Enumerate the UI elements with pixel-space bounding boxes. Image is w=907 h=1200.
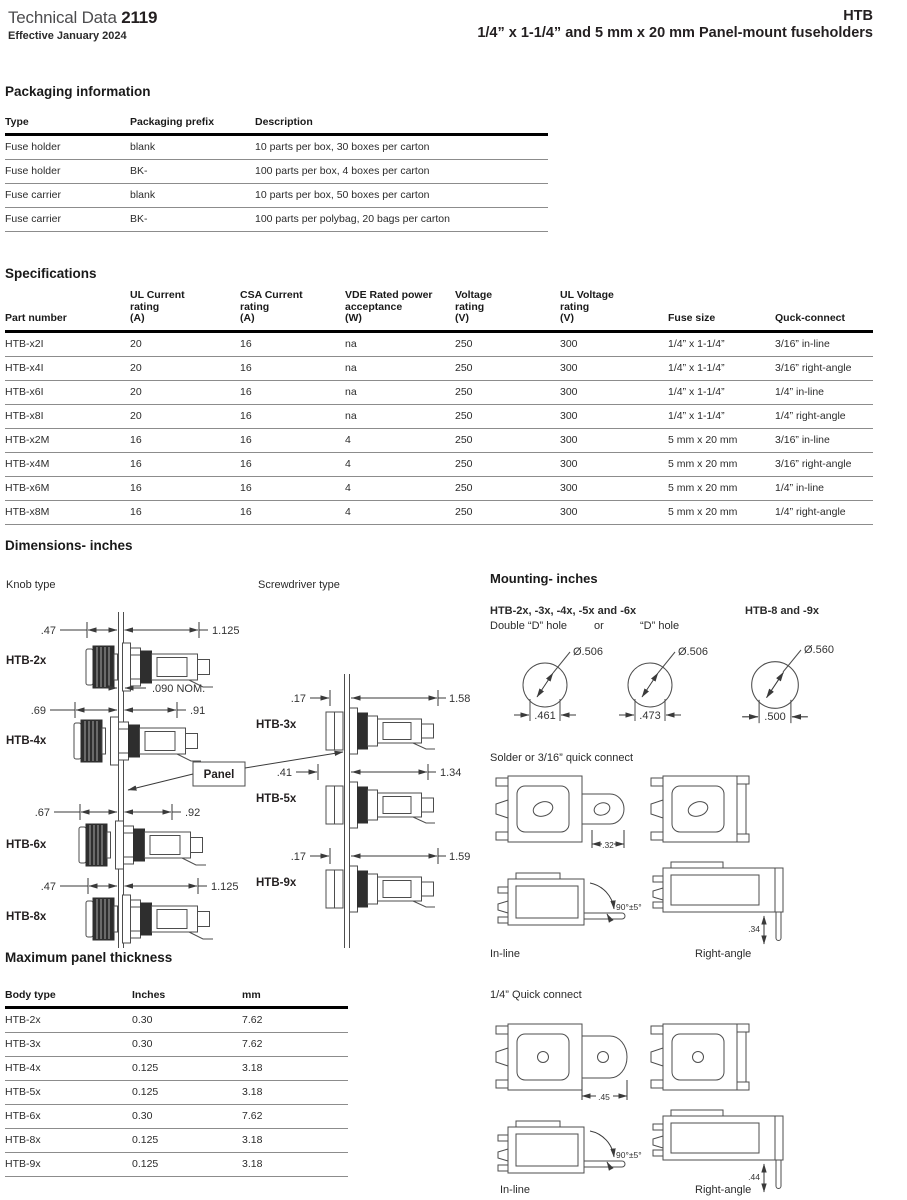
dim-label: Ø.560 bbox=[804, 644, 834, 656]
table-row bbox=[5, 476, 873, 500]
packaging-cell: 10 parts per box, 30 boxes per carton bbox=[255, 135, 548, 160]
dim-label: .090 NOM. bbox=[152, 683, 206, 695]
specifications-title: Specifications bbox=[5, 266, 97, 281]
specs-cell: 300 bbox=[560, 356, 668, 380]
header-line: (A) bbox=[130, 312, 145, 324]
specs-col-fuse-size bbox=[668, 290, 775, 331]
dim-label: .91 bbox=[190, 705, 206, 717]
max-panel-cell: 3.18 bbox=[242, 1057, 348, 1081]
doc-number: 2119 bbox=[121, 8, 158, 27]
dim-label: .92 bbox=[185, 807, 201, 819]
specs-cell: 1/4” x 1-1/4” bbox=[668, 331, 775, 356]
packaging-cell: Fuse carrier bbox=[5, 184, 130, 208]
specs-cell: 250 bbox=[455, 476, 560, 500]
specs-cell: 16 bbox=[240, 476, 345, 500]
dim-label: .500 bbox=[764, 711, 786, 723]
max-panel-cell: HTB-5x bbox=[5, 1081, 132, 1105]
packaging-section bbox=[5, 84, 548, 232]
specs-cell: 16 bbox=[240, 331, 345, 356]
max-panel-cell: 3.18 bbox=[242, 1081, 348, 1105]
specs-cell: 1/4” right-angle bbox=[775, 500, 873, 524]
packaging-cell: blank bbox=[130, 184, 255, 208]
specs-cell: 300 bbox=[560, 452, 668, 476]
inline-top-view bbox=[496, 1024, 627, 1090]
specs-cell: 3/16” right-angle bbox=[775, 356, 873, 380]
packaging-cell: BK- bbox=[130, 208, 255, 232]
dimensions-diagram bbox=[0, 556, 480, 956]
mounting-title: Mounting- inches bbox=[490, 571, 598, 586]
max-panel-cell: HTB-9x bbox=[5, 1153, 132, 1177]
header-line: CSA Current bbox=[240, 289, 303, 301]
max-panel-cell: HTB-6x bbox=[5, 1105, 132, 1129]
dim-label: .67 bbox=[34, 807, 50, 819]
packaging-col-type: Type bbox=[5, 116, 130, 135]
product-subtitle: 1/4” x 1-1/4” and 5 mm x 20 mm Panel-mount fuseholders bbox=[477, 25, 873, 41]
specs-cell: 4 bbox=[345, 500, 455, 524]
specs-cell: HTB-x2I bbox=[5, 331, 130, 356]
right-angle-top-view bbox=[651, 776, 749, 842]
specs-cell: 4 bbox=[345, 452, 455, 476]
table-row bbox=[5, 1129, 348, 1153]
max-panel-cell: 3.18 bbox=[242, 1129, 348, 1153]
specs-cell: 20 bbox=[130, 380, 240, 404]
table-row bbox=[5, 500, 873, 524]
inline-top-view bbox=[496, 776, 624, 842]
specs-cell: 20 bbox=[130, 331, 240, 356]
specs-cell: 16 bbox=[130, 452, 240, 476]
specs-cell: 16 bbox=[240, 428, 345, 452]
mounting-group-a-title: HTB-2x, -3x, -4x, -5x and -6x bbox=[490, 605, 637, 617]
header-line: rating bbox=[455, 300, 485, 313]
specs-col-vde bbox=[345, 290, 455, 331]
header-line: rating bbox=[560, 300, 590, 313]
max-panel-col-mm: mm bbox=[242, 989, 348, 1008]
specs-cell: 20 bbox=[130, 356, 240, 380]
specs-cell: 250 bbox=[455, 404, 560, 428]
doc-header-left bbox=[8, 8, 157, 42]
specs-cell: 300 bbox=[560, 476, 668, 500]
packaging-title: Packaging information bbox=[5, 84, 151, 99]
packaging-cell: 100 parts per polybag, 20 bags per carton bbox=[255, 208, 548, 232]
specs-cell: 250 bbox=[455, 380, 560, 404]
inline-side-view bbox=[498, 1121, 625, 1173]
specs-cell: 250 bbox=[455, 331, 560, 356]
header-line: Fuse size bbox=[668, 312, 716, 324]
figure-label: HTB-6x bbox=[6, 839, 47, 851]
header-line: acceptance bbox=[345, 300, 403, 313]
specs-cell: 16 bbox=[130, 428, 240, 452]
max-panel-cell: HTB-4x bbox=[5, 1057, 132, 1081]
max-panel-cell: 0.30 bbox=[132, 1105, 242, 1129]
dim-label: .32 bbox=[602, 840, 614, 850]
specs-cell: 300 bbox=[560, 428, 668, 452]
dim-label: .461 bbox=[534, 710, 556, 722]
dim-label: .44 bbox=[748, 1172, 760, 1182]
max-panel-cell: HTB-8x bbox=[5, 1129, 132, 1153]
specs-cell: 1/4” in-line bbox=[775, 380, 873, 404]
header-line: rating bbox=[240, 300, 270, 313]
specs-cell: HTB-x6M bbox=[5, 476, 130, 500]
max-panel-cell: 0.125 bbox=[132, 1081, 242, 1105]
header-line: VDE Rated power bbox=[345, 289, 433, 301]
mounting-group-b-title: HTB-8 and -9x bbox=[745, 605, 819, 617]
specs-cell: 16 bbox=[240, 380, 345, 404]
dim-label: .47 bbox=[40, 881, 56, 893]
solder-qc-title: Solder or 3/16” quick connect bbox=[490, 752, 634, 764]
specs-cell: HTB-x8M bbox=[5, 500, 130, 524]
dim-label: .473 bbox=[639, 710, 661, 722]
mounting-holes-diagram bbox=[488, 630, 907, 730]
max-panel-section bbox=[5, 950, 348, 1177]
dim-label: .45 bbox=[598, 1092, 610, 1102]
quarter-right-angle-label: Right-angle bbox=[695, 1184, 752, 1196]
specs-cell: 5 mm x 20 mm bbox=[668, 452, 775, 476]
specifications-section bbox=[5, 266, 873, 525]
table-row bbox=[5, 1105, 348, 1129]
packaging-cell: BK- bbox=[130, 160, 255, 184]
dim-label: .17 bbox=[290, 693, 306, 705]
header-line: UL Current bbox=[130, 289, 185, 301]
specs-cell: 300 bbox=[560, 404, 668, 428]
specs-cell: 250 bbox=[455, 452, 560, 476]
specs-cell: 1/4” right-angle bbox=[775, 404, 873, 428]
table-row bbox=[5, 404, 873, 428]
max-panel-table bbox=[5, 989, 348, 1177]
dim-label: 1.59 bbox=[449, 851, 471, 863]
packaging-cell: Fuse carrier bbox=[5, 208, 130, 232]
specs-cell: 250 bbox=[455, 356, 560, 380]
max-panel-cell: HTB-3x bbox=[5, 1033, 132, 1057]
specs-cell: 16 bbox=[240, 452, 345, 476]
d-hole-label: “D” hole bbox=[640, 620, 680, 632]
dim-label: 1.125 bbox=[211, 881, 239, 893]
header-line: UL Voltage bbox=[560, 289, 614, 301]
screwdriver-fuseholder-drawing bbox=[326, 866, 435, 912]
figure-label: HTB-9x bbox=[256, 877, 297, 889]
right-angle-top-view bbox=[651, 1024, 749, 1090]
dim-label: 1.58 bbox=[449, 693, 471, 705]
knob-fuseholder-drawing bbox=[79, 821, 206, 869]
solder-right-angle-label: Right-angle bbox=[695, 948, 752, 960]
max-panel-col-body: Body type bbox=[5, 989, 132, 1008]
specs-cell: 20 bbox=[130, 404, 240, 428]
specs-cell: 1/4” in-line bbox=[775, 476, 873, 500]
specs-cell: 3/16” in-line bbox=[775, 428, 873, 452]
packaging-col-prefix: Packaging prefix bbox=[130, 116, 255, 135]
packaging-cell: blank bbox=[130, 135, 255, 160]
table-row bbox=[5, 380, 873, 404]
doc-header-right bbox=[273, 8, 873, 41]
specs-col-ul-voltage bbox=[560, 290, 668, 331]
dim-label: Ø.506 bbox=[573, 646, 603, 658]
max-panel-title: Maximum panel thickness bbox=[5, 950, 173, 965]
specs-cell: 3/16” right-angle bbox=[775, 452, 873, 476]
specs-cell: 5 mm x 20 mm bbox=[668, 476, 775, 500]
specs-cell: HTB-x6I bbox=[5, 380, 130, 404]
packaging-table bbox=[5, 116, 548, 232]
specs-cell: HTB-x4M bbox=[5, 452, 130, 476]
packaging-cell: 100 parts per box, 4 boxes per carton bbox=[255, 160, 548, 184]
specs-cell: 16 bbox=[240, 404, 345, 428]
specs-cell: 16 bbox=[240, 500, 345, 524]
doc-title bbox=[8, 8, 157, 28]
header-line: Quck-connect bbox=[775, 312, 846, 324]
figure-label: HTB-4x bbox=[6, 735, 47, 747]
figure-label: HTB-3x bbox=[256, 719, 297, 731]
max-panel-col-inches: Inches bbox=[132, 989, 242, 1008]
quarter-qc-title: 1/4” Quick connect bbox=[490, 989, 582, 1001]
dim-label: 1.125 bbox=[212, 625, 240, 637]
table-row bbox=[5, 1081, 348, 1105]
specs-cell: na bbox=[345, 356, 455, 380]
table-row bbox=[5, 331, 873, 356]
solder-inline-label: In-line bbox=[490, 948, 520, 960]
max-panel-cell: 7.62 bbox=[242, 1033, 348, 1057]
knob-fuseholder-drawing bbox=[86, 895, 213, 943]
inline-side-view bbox=[498, 873, 625, 925]
max-panel-cell: 0.125 bbox=[132, 1129, 242, 1153]
dim-label: .69 bbox=[30, 705, 46, 717]
table-row bbox=[5, 160, 548, 184]
table-row bbox=[5, 135, 548, 160]
specs-cell: 1/4” x 1-1/4” bbox=[668, 380, 775, 404]
table-row bbox=[5, 428, 873, 452]
specs-cell: 5 mm x 20 mm bbox=[668, 500, 775, 524]
panel-callout-label: Panel bbox=[203, 769, 235, 781]
knob-fuseholder-drawing bbox=[74, 717, 201, 765]
packaging-header-row bbox=[5, 116, 548, 135]
max-panel-header-row bbox=[5, 989, 348, 1008]
screwdriver-type-label: Screwdriver type bbox=[258, 579, 340, 591]
angle-label: 90°±5° bbox=[616, 902, 642, 912]
max-panel-cell: 0.125 bbox=[132, 1153, 242, 1177]
specs-cell: 16 bbox=[130, 476, 240, 500]
dimensions-title: Dimensions- inches bbox=[5, 538, 133, 553]
screwdriver-fuseholder-drawing bbox=[326, 708, 435, 754]
table-row bbox=[5, 184, 548, 208]
effective-date: Effective January 2024 bbox=[8, 30, 127, 42]
header-line: (A) bbox=[240, 312, 255, 324]
dim-label: .34 bbox=[748, 924, 760, 934]
table-row bbox=[5, 1057, 348, 1081]
specs-cell: 1/4” x 1-1/4” bbox=[668, 404, 775, 428]
specs-cell: 5 mm x 20 mm bbox=[668, 428, 775, 452]
solder-qc-diagram bbox=[485, 770, 907, 950]
specs-cell: 3/16” in-line bbox=[775, 331, 873, 356]
header-line: (V) bbox=[560, 312, 574, 324]
quarter-qc-diagram bbox=[485, 1010, 907, 1200]
table-row bbox=[5, 1153, 348, 1177]
product-code: HTB bbox=[843, 8, 873, 24]
dim-label: .47 bbox=[40, 625, 56, 637]
specs-cell: 1/4” x 1-1/4” bbox=[668, 356, 775, 380]
table-row bbox=[5, 356, 873, 380]
specs-cell: HTB-x2M bbox=[5, 428, 130, 452]
max-panel-cell: 0.125 bbox=[132, 1057, 242, 1081]
screwdriver-fuseholder-drawing bbox=[326, 782, 435, 828]
dim-label: Ø.506 bbox=[678, 646, 708, 658]
specs-cell: na bbox=[345, 331, 455, 356]
specs-col-quick-connect bbox=[775, 290, 873, 331]
header-line: (W) bbox=[345, 312, 362, 324]
specs-cell: 4 bbox=[345, 428, 455, 452]
quarter-inline-label: In-line bbox=[500, 1184, 530, 1196]
specs-cell: 250 bbox=[455, 428, 560, 452]
figure-label: HTB-8x bbox=[6, 911, 47, 923]
specs-cell: HTB-x4I bbox=[5, 356, 130, 380]
packaging-col-description: Description bbox=[255, 116, 548, 135]
max-panel-cell: 7.62 bbox=[242, 1105, 348, 1129]
dim-label: .17 bbox=[290, 851, 306, 863]
max-panel-cell: 7.62 bbox=[242, 1008, 348, 1033]
table-row bbox=[5, 208, 548, 232]
specs-col-part bbox=[5, 290, 130, 331]
header-line: Voltage bbox=[455, 289, 493, 301]
specs-cell: 300 bbox=[560, 331, 668, 356]
specs-cell: na bbox=[345, 404, 455, 428]
specs-cell: 300 bbox=[560, 500, 668, 524]
specs-col-ul-current bbox=[130, 290, 240, 331]
table-row bbox=[5, 1008, 348, 1033]
knob-type-label: Knob type bbox=[6, 579, 56, 591]
angle-label: 90°±5° bbox=[616, 1150, 642, 1160]
header-line: rating bbox=[130, 300, 160, 313]
specs-cell: 16 bbox=[240, 356, 345, 380]
doc-type-text: Technical Data bbox=[8, 8, 122, 27]
header-line: Part number bbox=[5, 312, 67, 324]
specifications-table bbox=[5, 290, 873, 525]
packaging-cell: Fuse holder bbox=[5, 135, 130, 160]
max-panel-cell: 0.30 bbox=[132, 1033, 242, 1057]
packaging-cell: 10 parts per box, 50 boxes per carton bbox=[255, 184, 548, 208]
max-panel-cell: HTB-2x bbox=[5, 1008, 132, 1033]
double-d-hole-label: Double “D” hole bbox=[490, 620, 568, 632]
table-row bbox=[5, 1033, 348, 1057]
figure-label: HTB-2x bbox=[6, 655, 47, 667]
figure-label: HTB-5x bbox=[256, 793, 297, 805]
packaging-cell: Fuse holder bbox=[5, 160, 130, 184]
specs-col-voltage bbox=[455, 290, 560, 331]
specs-cell: 250 bbox=[455, 500, 560, 524]
specs-cell: HTB-x8I bbox=[5, 404, 130, 428]
dim-label: .41 bbox=[276, 767, 292, 779]
specs-header-row bbox=[5, 290, 873, 331]
specs-cell: 300 bbox=[560, 380, 668, 404]
specs-cell: 16 bbox=[130, 500, 240, 524]
or-label: or bbox=[594, 620, 604, 632]
dim-label: 1.34 bbox=[440, 767, 462, 779]
specs-col-csa-current bbox=[240, 290, 345, 331]
table-row bbox=[5, 452, 873, 476]
header-line: (V) bbox=[455, 312, 469, 324]
specs-cell: 4 bbox=[345, 476, 455, 500]
max-panel-cell: 0.30 bbox=[132, 1008, 242, 1033]
max-panel-cell: 3.18 bbox=[242, 1153, 348, 1177]
specs-cell: na bbox=[345, 380, 455, 404]
